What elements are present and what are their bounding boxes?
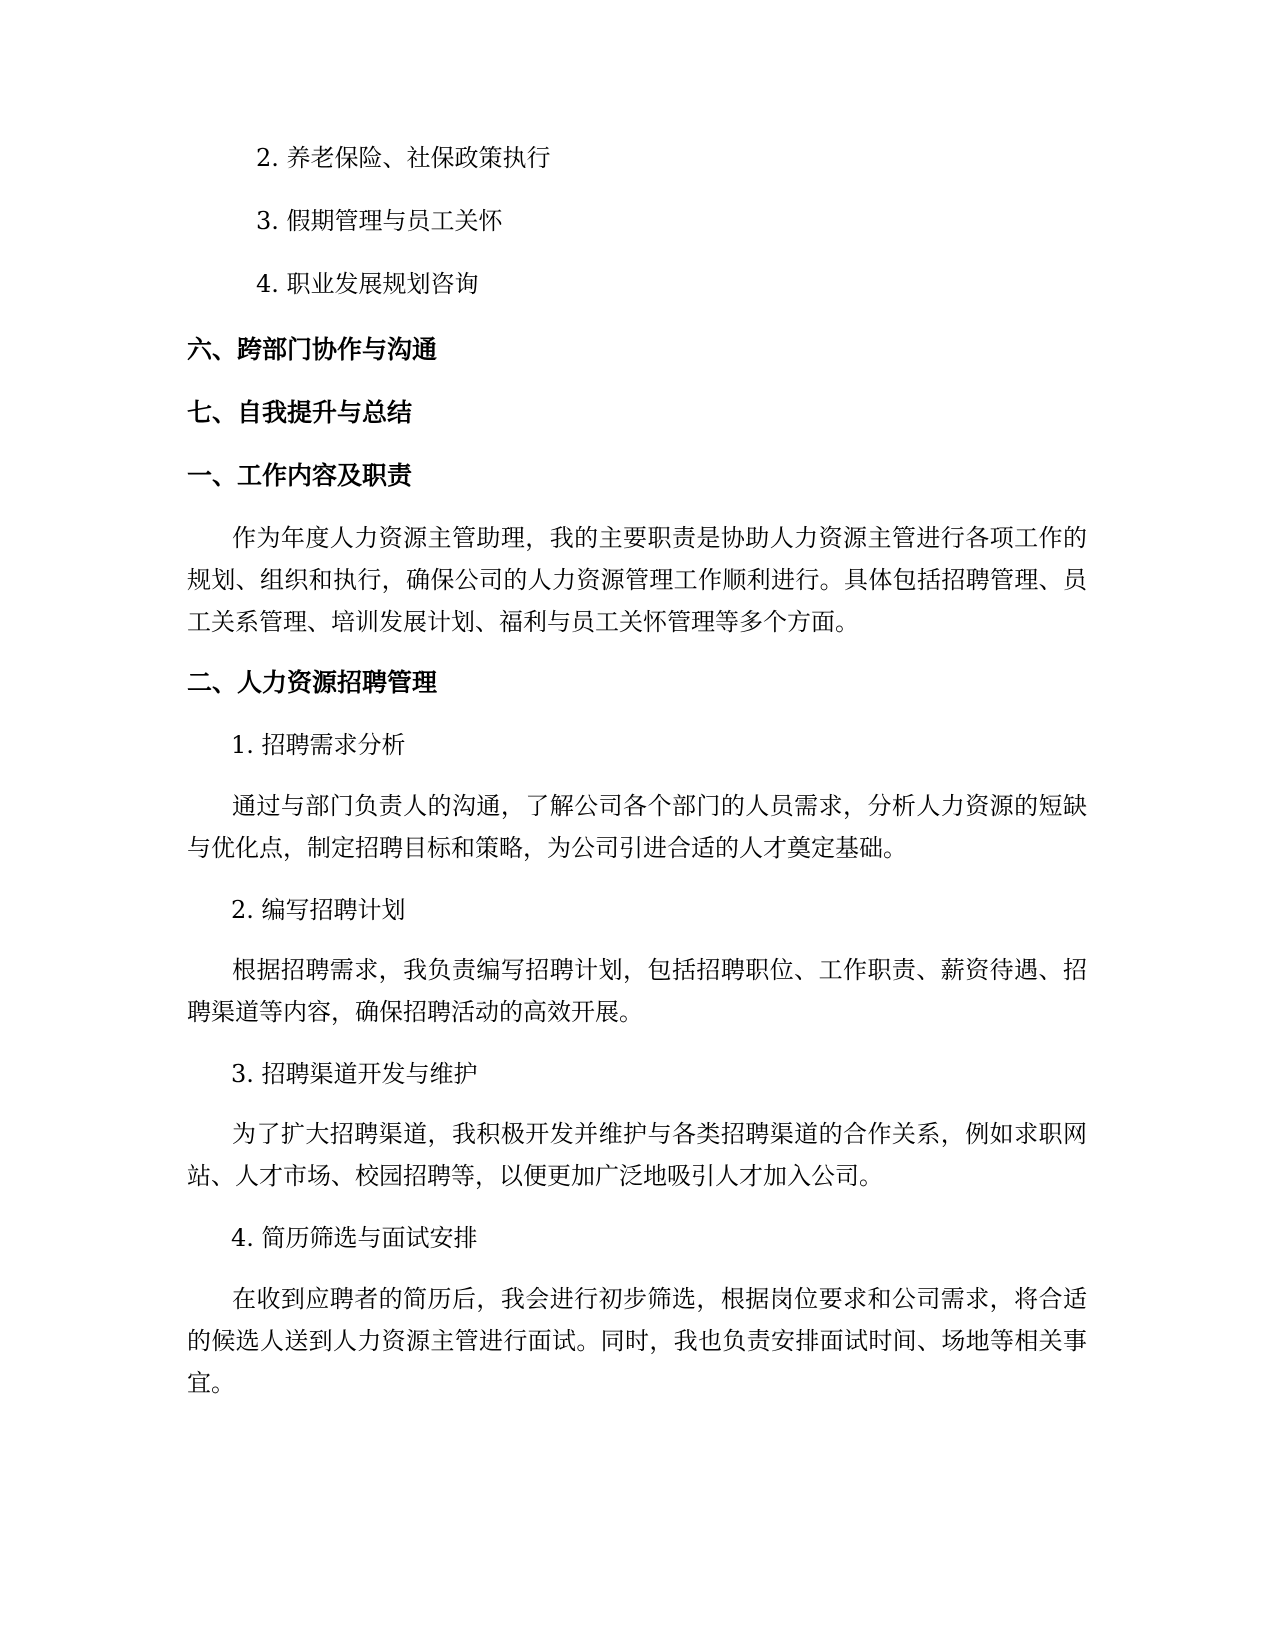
body-paragraph: 作为年度人力资源主管助理，我的主要职责是协助人力资源主管进行各项工作的规划、组织和执行，确保公司的人力资源管理工作顺利进行。具体包括招聘管理、员工关系管理、培训发展计划、福利与员工关怀管理等多个方面。	[187, 524, 1087, 636]
body-paragraph: 为了扩大招聘渠道，我积极开发并维护与各类招聘渠道的合作关系，例如求职网站、人才市场、校园招聘等，以便更加广泛地吸引人才加入公司。	[187, 1120, 1087, 1190]
body-paragraph: 通过与部门负责人的沟通，了解公司各个部门的人员需求，分析人力资源的短缺与优化点，制定招聘目标和策略，为公司引进合适的人才奠定基础。	[187, 792, 1087, 862]
list-item: 3. 假期管理与员工关怀	[256, 207, 503, 235]
subsection-title: 1. 招聘需求分析	[231, 731, 406, 759]
body-paragraph: 根据招聘需求，我负责编写招聘计划，包括招聘职位、工作职责、薪资待遇、招聘渠道等内容，确保招聘活动的高效开展。	[187, 956, 1087, 1026]
section-heading-7: 七、自我提升与总结	[187, 398, 413, 427]
list-item: 4. 职业发展规划咨询	[256, 270, 479, 298]
list-item: 2. 养老保险、社保政策执行	[256, 144, 551, 172]
section-heading-2: 二、人力资源招聘管理	[187, 668, 438, 697]
subsection-title: 3. 招聘渠道开发与维护	[231, 1060, 478, 1088]
body-paragraph: 在收到应聘者的简历后，我会进行初步筛选，根据岗位要求和公司需求，将合适的候选人送到人力资源主管进行面试。同时，我也负责安排面试时间、场地等相关事宜。	[187, 1285, 1087, 1397]
subsection-title: 4. 简历筛选与面试安排	[231, 1224, 478, 1252]
section-heading-1: 一、工作内容及职责	[187, 461, 413, 490]
section-heading-6: 六、跨部门协作与沟通	[187, 335, 438, 364]
subsection-title: 2. 编写招聘计划	[231, 896, 406, 924]
